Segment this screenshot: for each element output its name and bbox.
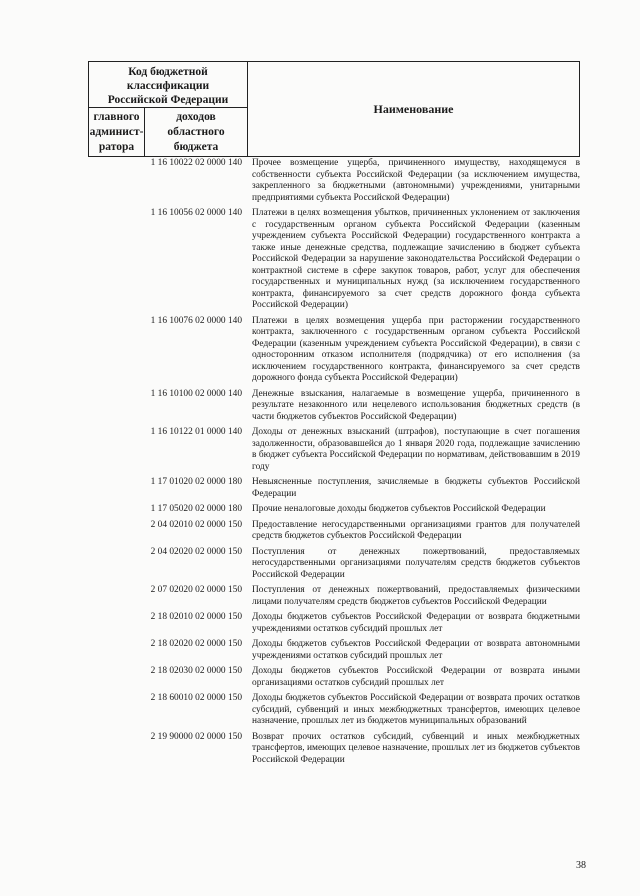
row-code: 1 16 10100 02 0000 140 xyxy=(150,388,242,399)
row-name: Невыясненные поступления, зачисляемые в бюджеты субъектов Российской Федерации xyxy=(252,477,580,499)
table-row xyxy=(88,666,580,689)
row-name: Платежи в целях возмещения убытков, причиненных уклонением от заключения с государственным органом субъекта Российской Федерации (казенным учреждением субъекта Российской Федерации) государственного контракта а также иные денежные средства, подлежащие зачислению в бюджет субъекта Российской Федерации за нарушение законодательства Российской Федерации о контрактной системе в сфере закупок товаров, работ, услуг для обеспечения государственных и муниципальных нужд (за исключением государственного контракта, финансируемого за счет средств дорожного фонда субъекта Российской Федерации) xyxy=(252,208,580,310)
table-header xyxy=(88,61,580,157)
row-code: 1 16 10076 02 0000 140 xyxy=(150,315,242,326)
row-code: 2 18 60010 02 0000 150 xyxy=(150,693,242,703)
page-number: 38 xyxy=(576,860,586,871)
row-name: Платежи в целях возмещения ущерба при расторжении государственного контракта, заключенного с государственным органом субъекта Российской Федерации (казенным учреждением субъекта Российской Федерации), в связи с односторонним отказом исполнителя (подрядчика) от его исполнения (за исключением государственного контракта, финансируемого за счет средств дорожного фонда субъекта Российской Федерации) xyxy=(252,315,580,383)
row-code: 2 04 02020 02 0000 150 xyxy=(150,546,242,557)
row-name: Поступления от денежных пожертвований, предоставляемых физическими лицами получателям средств бюджетов субъектов Российской Федерации xyxy=(252,585,580,607)
table-row xyxy=(88,427,580,473)
table-body xyxy=(88,158,580,770)
table-row xyxy=(88,477,580,500)
row-name: Возврат прочих остатков субсидий, субвенций и иных межбюджетных трансфертов, имеющих целевое назначение, прошлых лет из бюджетов субъектов Российской Федерации xyxy=(252,731,580,765)
row-code: 1 16 10122 01 0000 140 xyxy=(150,427,242,437)
table-row xyxy=(88,158,580,204)
table-row xyxy=(88,693,580,728)
row-name: Доходы бюджетов субъектов Российской Федерации от возврата бюджетными учреждениями остатков субсидий прошлых лет xyxy=(252,612,580,634)
row-name: Доходы бюджетов субъектов Российской Федерации от возврата прочих остатков субсидий, субвенций и иных межбюджетных трансфертов, имеющих целевое назначение, прошлых лет из бюджетов муниципальных образований xyxy=(252,693,580,726)
row-code: 1 16 10056 02 0000 140 xyxy=(150,208,242,218)
row-name: Предоставление негосударственными организациями грантов для получателей средств бюджетов субъектов Российской Федерации xyxy=(252,519,580,541)
table-row xyxy=(88,316,580,385)
table-row xyxy=(88,208,580,312)
table-row xyxy=(88,504,580,516)
row-code: 1 17 05020 02 0000 180 xyxy=(150,504,242,514)
row-code: 2 18 02020 02 0000 150 xyxy=(150,639,242,649)
table-row xyxy=(88,612,580,635)
row-name: Поступления от денежных пожертвований, предоставляемых негосударственными организациями получателям средств бюджетов субъектов Российской Федерации xyxy=(252,546,580,580)
table-row xyxy=(88,389,580,424)
row-name: Доходы бюджетов субъектов Российской Федерации от возврата иными организациями остатков субсидий прошлых лет xyxy=(252,666,580,688)
row-code: 2 18 02030 02 0000 150 xyxy=(150,666,242,676)
row-code: 2 18 02010 02 0000 150 xyxy=(150,612,242,622)
header-main-administrator: главного админист- ратора xyxy=(89,108,145,157)
table-row xyxy=(88,639,580,662)
row-name: Доходы бюджетов субъектов Российской Федерации от возврата автономными учреждениями остатков субсидий прошлых лет xyxy=(252,639,580,661)
row-name: Доходы от денежных взысканий (штрафов), поступающие в счет погашения задолженности, образовавшейся до 1 января 2020 года, подлежащие зачислению в бюджет субъекта Российской Федерации по нормативам, действовавшим в 2019 году xyxy=(252,427,580,472)
table-row xyxy=(88,520,580,543)
header-regional-budget-income: доходов областного бюджета xyxy=(145,108,248,157)
row-code: 2 19 90000 02 0000 150 xyxy=(150,731,242,742)
table-row xyxy=(88,732,580,767)
table-row xyxy=(88,585,580,608)
header-name: Наименование xyxy=(373,102,454,116)
table-row xyxy=(88,547,580,582)
header-budget-classification-code: Код бюджетной классификации Российской Федерации xyxy=(89,62,248,108)
row-code: 2 07 02020 02 0000 150 xyxy=(150,585,242,595)
row-name: Денежные взыскания, налагаемые в возмещение ущерба, причиненного в результате незаконного или нецелевого использования бюджетных средств (в части бюджетов субъектов Российской Федерации) xyxy=(252,388,580,422)
row-code: 1 17 01020 02 0000 180 xyxy=(150,477,242,487)
row-name: Прочие неналоговые доходы бюджетов субъектов Российской Федерации xyxy=(252,504,546,514)
row-name: Прочее возмещение ущерба, причиненного имуществу, находящемуся в собственности субъекта Российской Федерации (за исключением имущества, закрепленного за бюджетными (автономными) учреждениями, унитарными предприятиями субъекта Российской Федерации) xyxy=(252,158,580,203)
row-code: 2 04 02010 02 0000 150 xyxy=(150,519,242,530)
row-code: 1 16 10022 02 0000 140 xyxy=(150,158,242,168)
